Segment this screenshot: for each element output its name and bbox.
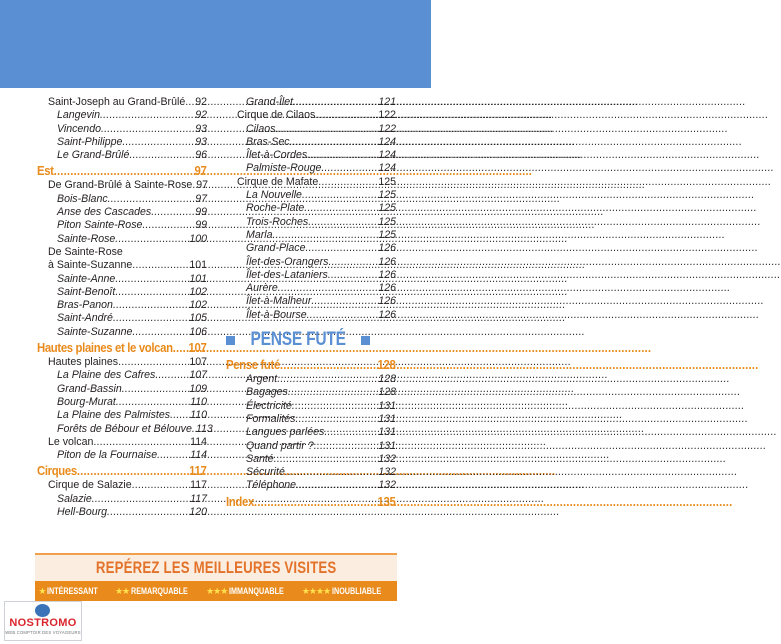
toc-entry-title: Sainte-Rose: [57, 232, 116, 245]
toc-page-number: 124: [378, 162, 396, 175]
toc-page-number: 132: [378, 466, 396, 479]
toc-page-number: 109: [189, 382, 207, 395]
toc-section[interactable]: [37, 339, 206, 356]
toc-entry-title: Santé: [246, 452, 274, 465]
toc-leader: [275, 123, 378, 136]
rating-label: IMMANQUABLE: [229, 586, 285, 596]
toc-page-number: 131: [378, 426, 396, 439]
pense-fute-heading: [226, 326, 396, 354]
toc-entry-title: Piton Sainte-Rose: [57, 219, 143, 232]
toc-leader: [113, 312, 189, 325]
toc-leader: [273, 229, 379, 242]
toc-page-number: 126: [378, 268, 396, 281]
toc-page-number: 97: [196, 179, 209, 192]
toc-entry-title: Piton de la Fournaise: [57, 449, 158, 462]
toc-entry-title: De Grand-Brûlé à Sainte-Rose: [48, 179, 193, 192]
toc-leader: [254, 493, 378, 510]
toc-section[interactable]: [37, 462, 206, 479]
rating-label: REMARQUABLE: [131, 586, 188, 596]
toc-leader: [157, 449, 190, 462]
toc-entry-title: à Sainte-Suzanne: [48, 259, 133, 272]
toc-leader: [115, 273, 189, 286]
toc-leader: [122, 383, 190, 396]
toc-leader: [296, 479, 378, 492]
toc-entry-title: Îlet-à-Cordes: [246, 149, 308, 162]
toc-page-number: 121: [378, 96, 396, 108]
toc-leader: [118, 356, 189, 369]
toc-entry-title: Cilaos: [246, 122, 276, 135]
toc-section-title: Est: [37, 163, 54, 179]
toc-entry[interactable]: [37, 219, 207, 232]
toc-page-number: 100: [189, 232, 207, 245]
toc-page-number: 124: [378, 135, 396, 148]
toc-entry-title: Hell-Bourg: [57, 506, 108, 519]
toc-page-number: 126: [378, 308, 396, 321]
toc-page-number: 117: [190, 492, 207, 505]
toc-leader: [315, 109, 378, 122]
toc-section-title: Pense futé: [226, 357, 280, 373]
toc-page-number: 132: [378, 452, 396, 465]
toc-entry[interactable]: [226, 123, 396, 136]
toc-leader: [318, 176, 378, 189]
toc-entry[interactable]: [37, 123, 207, 136]
toc-left-column: [37, 96, 213, 519]
toc-leader: [311, 295, 378, 308]
toc-leader: [132, 326, 189, 339]
toc-page-number: 97: [194, 163, 207, 179]
toc-entry-title: Le volcan: [48, 435, 94, 448]
toc-page-number: 124: [378, 149, 396, 162]
toc-page-number: 126: [378, 295, 396, 308]
toc-entry[interactable]: [37, 109, 207, 122]
toc-right-list: [226, 96, 396, 322]
toc-entry[interactable]: [37, 312, 207, 325]
toc-entry[interactable]: [37, 206, 207, 219]
toc-leader: [324, 426, 378, 439]
toc-entry[interactable]: [37, 356, 207, 369]
toc-entry[interactable]: [226, 282, 396, 295]
toc-leader: [132, 479, 190, 492]
toc-leader: [155, 369, 189, 382]
star-rating-icon: ★★★★: [301, 585, 331, 596]
toc-page-number: 126: [378, 255, 396, 268]
toc-entry[interactable]: [226, 373, 396, 386]
toc-entry-title: Saint-Philippe: [57, 135, 123, 148]
rating-item: [206, 586, 298, 597]
toc-leader: [302, 189, 378, 202]
toc-page-number: 117: [190, 479, 207, 492]
toc-page-number: 125: [378, 202, 396, 215]
toc-leader: [304, 202, 378, 215]
toc-page-number: 125: [378, 189, 396, 202]
toc-page-number: 131: [378, 412, 396, 425]
toc-page-number: 102: [189, 299, 207, 312]
rating-label: INTÉRESSANT: [47, 586, 99, 596]
rating-item: [38, 586, 111, 597]
toc-entry-title: La Plaine des Palmistes: [57, 409, 171, 422]
toc-leader: [170, 409, 190, 422]
nostromo-logo: [4, 601, 82, 641]
toc-section-index[interactable]: [226, 493, 395, 510]
toc-leader: [77, 462, 189, 479]
toc-entry-title: La Plaine des Cafres: [57, 369, 156, 382]
toc-entry-title: Électricité: [246, 399, 292, 412]
toc-entry[interactable]: [226, 309, 396, 322]
toc-entry-title: Saint-André: [57, 312, 113, 325]
ship-emblem-icon: [35, 604, 50, 617]
toc-entry[interactable]: [37, 493, 207, 506]
pense-fute-list: [226, 373, 396, 493]
toc-section[interactable]: [37, 162, 206, 179]
toc-page-number: 101: [189, 259, 207, 272]
toc-entry[interactable]: [37, 383, 207, 396]
toc-entry[interactable]: [226, 466, 396, 479]
toc-page-number: 135: [377, 493, 396, 509]
toc-leader: [293, 96, 378, 109]
toc-entry[interactable]: [37, 369, 207, 382]
toc-leader: [278, 282, 379, 295]
toc-leader: [173, 339, 189, 356]
header-band: [0, 0, 431, 88]
toc-page-number: 128: [378, 373, 396, 386]
logo-tagline: WEB COMPTOIR DES VOYAGEURS: [5, 630, 81, 635]
toc-entry-title: Cirque de Cilaos: [237, 109, 316, 122]
toc-page-number: 122: [378, 122, 396, 135]
toc-entry-title: Formalités: [246, 412, 296, 425]
toc-page-number: 128: [377, 357, 396, 373]
toc-entry-title: Anse des Cascades: [57, 206, 152, 219]
toc-leader: [274, 453, 379, 466]
toc-entry-title: Trois-Roches: [246, 215, 309, 228]
toc-entry[interactable]: [37, 273, 207, 286]
toc-entry[interactable]: [226, 386, 396, 399]
toc-section-title: Hautes plaines et le volcan: [37, 340, 173, 356]
toc-page-number: 114: [190, 435, 207, 448]
toc-entry-title: Bois-Blanc: [57, 192, 108, 205]
toc-page-number: 92: [195, 109, 207, 122]
banner-title-bar: [35, 553, 397, 581]
toc-leader: [107, 506, 189, 519]
toc-entry[interactable]: [37, 396, 207, 409]
toc-section-pense-fute[interactable]: [226, 356, 395, 373]
toc-entry-title: Roche-Plate: [246, 202, 305, 215]
toc-entry[interactable]: [226, 109, 396, 122]
toc-entry[interactable]: [37, 96, 207, 109]
toc-page-number: 106: [189, 325, 207, 338]
toc-leader: [290, 136, 379, 149]
toc-leader: [54, 162, 195, 179]
toc-leader: [321, 162, 378, 175]
toc-leader: [115, 286, 189, 299]
toc-page-number: 132: [378, 479, 396, 492]
toc-entry-title: Grand-Bassin: [57, 382, 122, 395]
toc-leader: [151, 206, 195, 219]
toc-page-number: 92: [195, 96, 207, 108]
star-rating-icon: ★★: [114, 585, 130, 596]
toc-page-number: 107: [188, 340, 207, 356]
toc-entry[interactable]: [226, 202, 396, 215]
toc-entry[interactable]: [37, 436, 207, 449]
toc-right-column: [226, 96, 396, 510]
toc-entry[interactable]: [226, 426, 396, 439]
toc-page-number: 93: [195, 135, 207, 148]
toc-entry-title: Aurère: [246, 282, 278, 295]
toc-entry[interactable]: [226, 400, 396, 413]
toc-page-number: 101: [189, 272, 207, 285]
toc-entry-title: Langues parlées: [246, 426, 325, 439]
toc-leader: [314, 440, 379, 453]
toc-entry[interactable]: [37, 149, 207, 162]
toc-entry[interactable]: [226, 256, 396, 269]
toc-page-number: 107: [189, 356, 207, 369]
logo-name: NOSTROMO: [9, 617, 77, 629]
toc-entry[interactable]: [37, 233, 207, 246]
toc-entry[interactable]: [226, 216, 396, 229]
toc-entry-title: Îlet-des-Orangers: [246, 255, 329, 268]
toc-leader: [122, 136, 195, 149]
toc-page-number: 122: [378, 109, 396, 122]
toc-page-number: 107: [189, 369, 207, 382]
toc-leader: [295, 413, 378, 426]
toc-leader: [280, 356, 378, 373]
square-bullet-icon: [361, 336, 370, 345]
toc-entry[interactable]: [37, 326, 207, 339]
toc-entry-title: Marla: [246, 228, 273, 241]
toc-page-number: 99: [195, 206, 207, 219]
toc-entry[interactable]: [37, 179, 207, 192]
toc-entry[interactable]: [226, 453, 396, 466]
toc-section-title: Cirques: [37, 463, 77, 479]
toc-leader: [307, 149, 378, 162]
toc-entry[interactable]: [226, 413, 396, 426]
toc-leader: [115, 233, 189, 246]
toc-leader: [328, 256, 378, 269]
toc-leader: [132, 259, 189, 272]
toc-entry-title: Hautes plaines: [48, 356, 119, 369]
rating-banner: [35, 553, 397, 601]
toc-entry-title: Cirque de Mafate: [237, 175, 319, 188]
toc-entry-title: Le Grand-Brûlé: [57, 149, 130, 162]
toc-entry-title: Salazie: [57, 492, 92, 505]
toc-page-number: 128: [378, 386, 396, 399]
toc-leader: [288, 386, 378, 399]
star-rating-icon: ★: [38, 585, 46, 596]
toc-heading: [37, 246, 207, 259]
toc-page-number: 114: [190, 449, 207, 462]
toc-entry-title: Forêts de Bébour et Bélouve: [57, 422, 192, 435]
toc-entry[interactable]: [226, 96, 396, 109]
toc-entry[interactable]: [37, 506, 207, 519]
pense-fute-title: PENSE FUTÉ: [250, 329, 346, 351]
toc-leader: [142, 219, 195, 232]
toc-page-number: 117: [189, 463, 207, 479]
toc-entry-title: Bras-Sec: [246, 135, 290, 148]
toc-leader: [285, 466, 378, 479]
toc-page-number: 131: [378, 439, 396, 452]
toc-entry-title: Vincendo: [57, 122, 101, 135]
toc-entry[interactable]: [37, 286, 207, 299]
toc-entry-title: Quand partir ?: [246, 439, 314, 452]
toc-page-number: 96: [195, 149, 207, 162]
toc-entry-title: De Sainte-Rose: [48, 245, 123, 258]
toc-page-number: 125: [378, 228, 396, 241]
toc-page-number: 113: [195, 422, 213, 435]
toc-entry-title: Cirque de Salazie: [48, 479, 132, 492]
toc-leader: [92, 493, 190, 506]
toc-entry-title: Îlet-à-Bourse: [246, 308, 307, 321]
toc-leader: [305, 242, 378, 255]
toc-leader: [113, 299, 189, 312]
toc-entry[interactable]: [37, 479, 207, 492]
toc-entry-title: Téléphone: [246, 479, 297, 492]
toc-page-number: 126: [378, 242, 396, 255]
toc-entry-title: Bagages: [246, 386, 288, 399]
toc-leader: [101, 123, 195, 136]
toc-page-number: 131: [378, 399, 396, 412]
toc-entry-title: Sainte-Anne: [57, 272, 116, 285]
toc-entry[interactable]: [37, 136, 207, 149]
toc-entry[interactable]: [226, 479, 396, 492]
toc-entry[interactable]: [226, 229, 396, 242]
toc-page-number: 93: [195, 122, 207, 135]
toc-entry-title: Saint-Benoît: [57, 285, 116, 298]
toc-entry-title: Sainte-Suzanne: [57, 325, 133, 338]
toc-leader: [93, 436, 190, 449]
toc-entry-title: Bras-Panon: [57, 299, 113, 312]
toc-entry-title: Bourg-Murat: [57, 395, 116, 408]
banner-ratings-bar: [35, 581, 397, 601]
toc-page-number: 125: [378, 215, 396, 228]
toc-page-number: 102: [189, 285, 207, 298]
toc-entry[interactable]: [226, 176, 396, 189]
toc-leader: [277, 373, 378, 386]
toc-entry-title: La Nouvelle: [246, 189, 302, 202]
toc-page-number: 110: [190, 409, 207, 422]
toc-page-number: 99: [195, 219, 207, 232]
toc-entry[interactable]: [226, 136, 396, 149]
square-bullet-icon: [226, 336, 235, 345]
toc-entry[interactable]: [37, 193, 207, 206]
toc-entry-title: Palmiste-Rouge: [246, 162, 322, 175]
toc-page-number: 125: [378, 175, 396, 188]
toc-leader: [129, 149, 195, 162]
rating-item: [115, 586, 202, 597]
toc-entry[interactable]: [226, 269, 396, 282]
toc-page-number: 105: [189, 312, 207, 325]
toc-leader: [292, 400, 378, 413]
toc-entry[interactable]: [226, 149, 396, 162]
toc-entry-title: Saint-Joseph au Grand-Brûlé: [48, 96, 186, 108]
toc-page-number: 97: [195, 192, 207, 205]
toc-entry[interactable]: [37, 299, 207, 312]
rating-label: INOUBLIABLE: [332, 586, 382, 596]
toc-entry-title: Grand-Place: [246, 242, 306, 255]
toc-leader: [307, 309, 379, 322]
star-rating-icon: ★★★: [206, 585, 228, 596]
toc-entry[interactable]: [37, 422, 213, 436]
toc-entry[interactable]: [37, 259, 207, 272]
toc-leader: [108, 193, 196, 206]
toc-page-number: 110: [190, 395, 207, 408]
toc-entry-title: Grand-Îlet: [246, 96, 294, 108]
toc-entry-title: Argent: [246, 373, 278, 386]
toc-entry[interactable]: [226, 440, 396, 453]
toc-leader: [328, 269, 378, 282]
toc-entry-title: Langevin: [57, 109, 101, 122]
toc-entry[interactable]: [226, 162, 396, 175]
toc-entry[interactable]: [226, 242, 396, 255]
toc-leader: [100, 109, 195, 122]
toc-entry[interactable]: [37, 409, 207, 422]
toc-entry[interactable]: [226, 295, 396, 308]
toc-entry[interactable]: [37, 449, 207, 462]
rating-item: [302, 586, 394, 597]
banner-title: REPÉREZ LES MEILLEURES VISITES: [95, 558, 337, 577]
toc-leader: [308, 216, 378, 229]
toc-entry-title: Îlet-à-Malheur: [246, 295, 312, 308]
toc-entry[interactable]: [226, 189, 396, 202]
toc-leader: [185, 96, 195, 109]
toc-leader: [116, 396, 190, 409]
toc-page-number: 126: [378, 282, 396, 295]
toc-page-number: 120: [189, 506, 207, 519]
toc-entry-title: Îlet-des-Lataniers: [246, 268, 328, 281]
toc-entry-title: Sécurité: [246, 466, 285, 479]
toc-section-title: Index: [226, 493, 254, 509]
